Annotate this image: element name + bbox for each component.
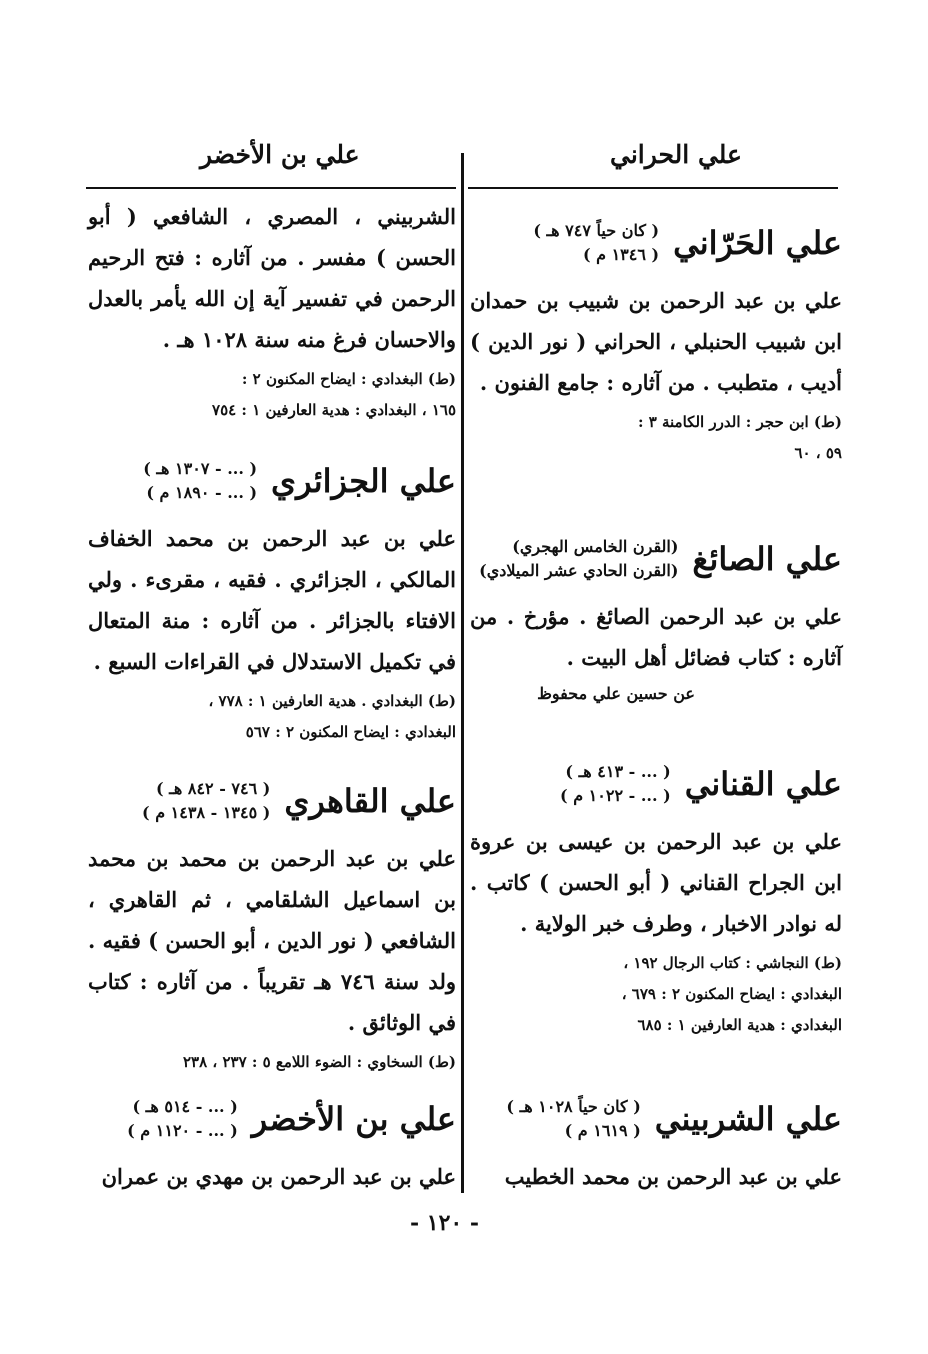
date-gregorian: ( ١٣٤٦ م )	[582, 245, 660, 264]
entry-text: علي بن عبد الرحمن بن عيسى بن عروة ابن الجراح القناني ( أبو الحسن ) كاتب . له نوادر الاخبار ، وطرف خبر الولاية .	[470, 829, 842, 936]
entry-ali-ibn-akhdar	[88, 1086, 456, 1197]
date-hijri: ( ... - ١٣٠٧ هـ )	[143, 459, 258, 478]
reference-line: البغدادي : هدية العارفين ١ : ٦٨٥	[637, 1016, 842, 1034]
entry-text: علي بن عبد الرحمن بن محمد الخطيب	[504, 1164, 842, 1189]
entry-text: علي بن عبد الرحمن بن محمد الخفاف المالكي ، الجزائري . فقيه ، مقرىء . ولي الافتاء بالجزائر . من آثاره : منة المتعال في تكميل الاستدلال في القراءات السبع .	[88, 526, 456, 674]
reference-line: (ط) النجاشي : كتاب الرجال ١٩٢ ،	[623, 954, 842, 972]
date-hijri: ( ... - ٥١٤ هـ )	[132, 1097, 238, 1116]
entry-references	[470, 948, 842, 1041]
reference-line: ١٦٥ ، البغدادي : هدية العارفين ١ : ٧٥٤	[212, 401, 456, 419]
entry-name: علي القاهري	[284, 782, 456, 820]
entry-text: علي بن عبد الرحمن بن محمد بن محمد بن اسماعيل الشلقامي ، ثم القاهري ، الشافعي ( نور الدين ، أبو الحسن ) فقيه . ولد سنة ٧٤٦ هـ تقريباً . من آثاره : كتاب في الوثائق .	[87, 846, 456, 1035]
entry-name: علي الشربيني	[654, 1100, 842, 1138]
entry-dates	[127, 1095, 238, 1143]
date-gregorian: ( ... - ١١٢٠ م )	[127, 1121, 238, 1140]
entry-header	[470, 751, 842, 817]
entry-name: علي الحَرّاني	[673, 224, 842, 262]
entry-references	[88, 1047, 456, 1078]
entry-ali-qanani	[470, 751, 842, 1041]
entry-references	[88, 686, 456, 748]
header-rule-right	[468, 187, 838, 189]
date-hijri: ( ٧٤٦ - ٨٤٢ هـ )	[156, 779, 271, 798]
page-number: - ١٢٠ -	[410, 1210, 480, 1236]
entry-ali-saigh	[470, 526, 842, 703]
date-hijri: ( كان حياً ١٠٢٨ هـ )	[506, 1097, 641, 1116]
reference-line: البغدادي : ايضاح المكنون ٢ : ٦٧٩ ،	[621, 985, 842, 1003]
entry-name: علي الصائغ	[692, 540, 842, 578]
header-right-title: علي الحراني	[610, 140, 742, 169]
date-gregorian: ( ١٦١٩ م )	[564, 1121, 641, 1140]
entry-text: علي بن عبد الرحمن بن شبيب بن حمدان ابن شبيب الحنبلي ، الحراني ( نور الدين ) أديب ، متطبب . من آثاره : جامع الفنون .	[470, 288, 842, 395]
entry-name: علي بن الأخضر	[251, 1100, 456, 1138]
reference-line: البغدادي : ايضاح المكنون ٢ : ٥٦٧	[245, 723, 456, 741]
reference-line: ٥٩ ، ٦٠	[794, 444, 842, 462]
date-hijri: ( كان حياً ٧٤٧ هـ )	[533, 221, 660, 240]
header-rule-left	[86, 187, 456, 189]
entry-ali-qahiri	[88, 768, 456, 1078]
entry-ali-harrani	[470, 210, 842, 469]
entry-ali-jazairi	[88, 448, 456, 748]
entry-text: الشربيني ، المصري ، الشافعي ( أبو الحسن ) مفسر . من آثاره : فتح الرحيم الرحمن في تفسير آية إن الله يأمر بالعدل والاحسان فرغ منه سنة ١٠٢٨ هـ .	[88, 204, 456, 352]
entry-header	[470, 526, 842, 592]
entry-dates	[533, 219, 659, 267]
entry-header	[88, 1086, 456, 1152]
date-hijri: ( ... - ٤١٣ هـ )	[565, 762, 671, 781]
entry-dates	[142, 777, 270, 825]
entry-header	[470, 210, 842, 276]
date-gregorian: ( ... - ١٨٩٠ م )	[146, 483, 258, 502]
entry-shirbini-continued	[88, 196, 456, 426]
entry-header	[88, 448, 456, 514]
entry-dates	[506, 1095, 640, 1143]
entry-ali-shirbini	[470, 1086, 842, 1197]
date-gregorian: ( ١٣٤٥ - ١٤٣٨ م )	[142, 803, 271, 822]
entry-references	[470, 407, 842, 469]
date-gregorian: (القرن الحادي عشر الميلادي)	[479, 561, 679, 580]
entry-dates	[479, 535, 678, 583]
entry-dates	[560, 760, 671, 808]
entry-text: علي بن عبد الرحمن بن مهدي بن عمران	[101, 1164, 456, 1189]
reference-line: (ط) ابن حجر : الدرر الكامنة ٣ :	[637, 413, 842, 431]
entry-name: علي القناني	[684, 765, 842, 803]
column-divider	[461, 153, 464, 1193]
entry-text: علي بن عبد الرحمن الصائغ . مؤرخ . من آثاره : كتاب فضائل أهل البيت .	[470, 604, 842, 670]
entry-dates	[143, 457, 257, 505]
entry-header	[88, 768, 456, 834]
reference-line: (ط) السخاوي : الضوء اللامع ٥ : ٢٣٧ ، ٢٣٨	[182, 1053, 456, 1071]
reference-line: (ط) البغدادي : ايضاح المكنون ٢ :	[241, 370, 456, 388]
entry-references	[88, 364, 456, 426]
entry-author: عن حسين علي محفوظ	[537, 684, 695, 703]
reference-line: (ط) البغدادي . هدية العارفين ١ : ٧٧٨ ،	[208, 692, 456, 710]
entry-name: علي الجزائري	[271, 462, 456, 500]
entry-header	[470, 1086, 842, 1152]
date-hijri: (القرن الخامس الهجري)	[512, 537, 679, 556]
header-left-title: علي بن الأخضر	[200, 140, 360, 169]
date-gregorian: ( ... - ١٠٢٢ م )	[560, 786, 671, 805]
